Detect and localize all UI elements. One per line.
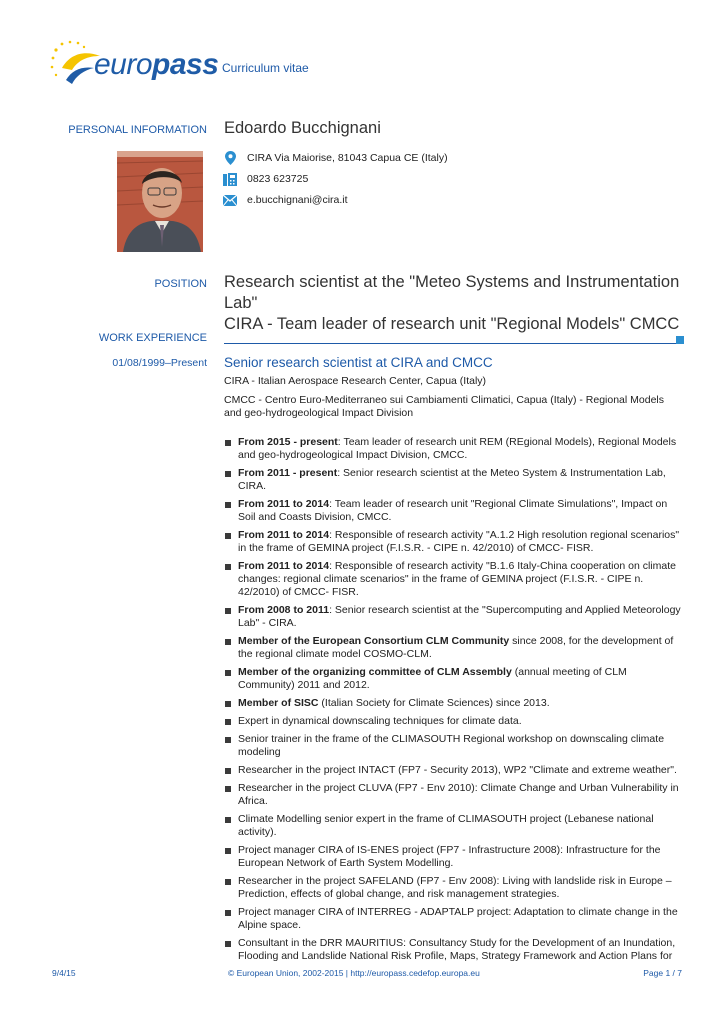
work-activity-text: Consultant in the DRR MAURITIUS: Consultancy Study for the Development of an Inundation, Flooding and Landslide National Risk Profile, Maps, Strategy Framework and Action Plans for bbox=[238, 937, 676, 962]
work-activity-text: : Team leader of research unit "Regional Climate Simulations", Impact on Soil and Coasts Division, CMCC. bbox=[238, 498, 668, 523]
work-activity-item bbox=[224, 560, 686, 599]
work-activity-text: Researcher in the project CLUVA (FP7 - Env 2010): Climate Change and Urban Vulnerability in Africa. bbox=[238, 782, 679, 807]
work-activity-text: : Team leader of research unit REM (REgional Models), Regional Models and geo-hydrogeological Impact Division, CMCC. bbox=[238, 436, 677, 461]
work-activity-period: Member of the organizing committee of CLM Assembly bbox=[238, 666, 512, 678]
logo-text-pass: pass bbox=[152, 48, 219, 81]
work-activity-text: Senior trainer in the frame of the CLIMASOUTH Regional workshop on downscaling climate modeling bbox=[238, 733, 665, 758]
work-activity-text: : Responsible of research activity "A.1.2 High resolution regional scenarios" in the frame of GEMINA project (F.I.S.R. - CIPE n. 42/2010) of CMCC- FISR. bbox=[238, 529, 680, 554]
work-activities-list bbox=[224, 436, 686, 968]
work-activity-text: Project manager CIRA of INTERREG - ADAPTALP project: Adaptation to climate change in the Alpine space. bbox=[238, 906, 678, 931]
work-activity-item bbox=[224, 635, 686, 661]
work-activity-text: Climate Modelling senior expert in the frame of CLIMASOUTH project (Lebanese national activity). bbox=[238, 813, 654, 838]
work-activity-item bbox=[224, 498, 686, 524]
footer-page-number: Page 1 / 7 bbox=[643, 968, 682, 978]
location-pin-icon bbox=[222, 151, 238, 165]
phone-row bbox=[222, 172, 308, 186]
work-activity-text: : Senior research scientist at the "Supercomputing and Applied Meteorology Lab" - CIRA. bbox=[238, 604, 681, 629]
personal-info-label: PERSONAL INFORMATION bbox=[68, 124, 207, 136]
work-activity-text: (Italian Society for Climate Sciences) since 2013. bbox=[318, 697, 550, 709]
work-activity-item bbox=[224, 467, 686, 493]
profile-photo bbox=[117, 151, 203, 252]
work-activity-item bbox=[224, 875, 686, 901]
email-link[interactable]: e.bucchignani@cira.it bbox=[247, 194, 348, 206]
work-activity-text: since 2008, for the development of the regional climate model COSMO-CLM. bbox=[238, 635, 674, 660]
work-activity-period: From 2015 - present bbox=[238, 436, 338, 448]
work-activity-item bbox=[224, 436, 686, 462]
work-experience-label: WORK EXPERIENCE bbox=[98, 332, 207, 344]
work-activity-item bbox=[224, 666, 686, 692]
work-activity-period: From 2008 to 2011 bbox=[238, 604, 330, 616]
work-activity-item bbox=[224, 906, 686, 932]
work-activity-item bbox=[224, 733, 686, 759]
work-activity-item bbox=[224, 764, 686, 777]
work-activity-item bbox=[224, 529, 686, 555]
address-text: CIRA Via Maiorise, 81043 Capua CE (Italy) bbox=[247, 152, 448, 164]
position-label: POSITION bbox=[154, 278, 207, 290]
email-row[interactable] bbox=[222, 193, 348, 207]
footer-copyright[interactable]: © European Union, 2002-2015 | http://europass.cedefop.europa.eu bbox=[228, 968, 480, 978]
work-activity-text: Project manager CIRA of IS-ENES project (FP7 - Infrastructure 2008): Infrastructure for the European Network of Earth System Modelling. bbox=[238, 844, 661, 869]
work-activity-item bbox=[224, 813, 686, 839]
work-activity-text: Researcher in the project SAFELAND (FP7 - Env 2008): Living with landslide risk in Europe – Prediction, effects of global change, and risk management strategies. bbox=[238, 875, 672, 900]
work-activity-period: From 2011 - present bbox=[238, 467, 338, 479]
work-activity-item bbox=[224, 697, 686, 710]
work-activity-text: Researcher in the project INTACT (FP7 - Security 2013), WP2 "Climate and extreme weather". bbox=[238, 764, 677, 776]
work-activity-period: From 2011 to 2014 bbox=[238, 529, 330, 541]
phone-icon bbox=[222, 172, 238, 186]
work-activity-item bbox=[224, 604, 686, 630]
email-icon bbox=[222, 193, 238, 207]
work-activity-text: : Senior research scientist at the Meteo System & Instrumentation Lab, CIRA. bbox=[238, 467, 666, 492]
work-activity-item bbox=[224, 782, 686, 808]
position-line-2: CIRA - Team leader of research unit "Regional Models" CMCC bbox=[224, 315, 680, 333]
position-text bbox=[224, 272, 714, 335]
work-activity-period: From 2011 to 2014 bbox=[238, 498, 330, 510]
work-activity-period: Member of the European Consortium CLM Community bbox=[238, 635, 510, 647]
footer-date: 9/4/15 bbox=[52, 968, 76, 978]
phone-text: 0823 623725 bbox=[247, 173, 309, 185]
document-type: Curriculum vitae bbox=[222, 61, 309, 75]
job-title: Senior research scientist at CIRA and CMCC bbox=[224, 355, 493, 370]
work-activity-text: : Responsible of research activity "B.1.6 Italy-China cooperation on climate changes: regional climate scenarios" in the frame of GEMINA project (F.I.S.R. - CIPE n. 42/2010) of CMCC- FISR. bbox=[238, 560, 676, 598]
section-divider bbox=[224, 343, 676, 344]
work-activity-item bbox=[224, 937, 686, 963]
europass-logo bbox=[48, 40, 219, 90]
person-name: Edoardo Bucchignani bbox=[224, 119, 381, 137]
work-activity-item bbox=[224, 715, 686, 728]
work-activity-text: (annual meeting of CLM Community) 2011 and 2012. bbox=[238, 666, 627, 691]
position-line-1: Research scientist at the "Meteo Systems and Instrumentation Lab" bbox=[224, 273, 680, 312]
address-row bbox=[222, 151, 448, 165]
section-divider-square bbox=[676, 336, 684, 344]
employer-2: CMCC - Centro Euro-Mediterraneo sui Cambiamenti Climatici, Capua (Italy) - Regional Models and geo-hydrogeological Impact Division bbox=[224, 394, 664, 419]
logo-text-euro: euro bbox=[94, 48, 153, 81]
work-date: 01/08/1999–Present bbox=[112, 357, 207, 369]
employer-1: CIRA - Italian Aerospace Research Center, Capua (Italy) bbox=[224, 375, 487, 387]
work-activity-period: Member of SISC bbox=[238, 697, 319, 709]
work-activity-item bbox=[224, 844, 686, 870]
work-activity-period: From 2011 to 2014 bbox=[238, 560, 330, 572]
work-activity-text: Expert in dynamical downscaling techniques for climate data. bbox=[238, 715, 522, 727]
